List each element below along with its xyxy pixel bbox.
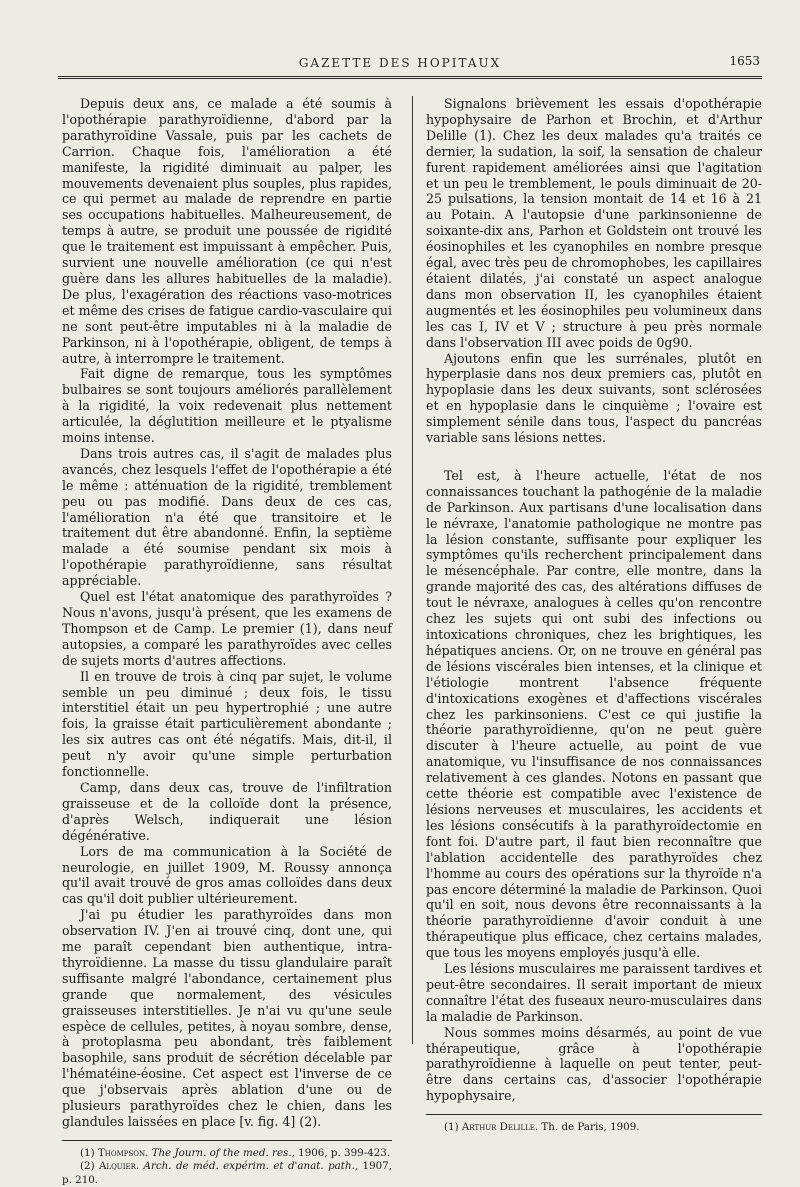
paragraph: Fait digne de remarque, tous les symptômes bulbaires se sont toujours améliorés parallèlement à la rigidité, la voix redevenait plus nettement articulée, la déglutition meilleure et le ptyalisme moins intense. (62, 366, 392, 446)
footnote-author: Alquier. (98, 1160, 140, 1173)
footnote-rule (62, 1140, 392, 1141)
footnote (426, 1121, 762, 1135)
footnote-title: The Journ. of the med. res., (151, 1146, 295, 1159)
paragraph: Dans trois autres cas, il s'agit de malades plus avancés, chez lesquels l'effet de l'opothérapie a été le même : atténuation de la rigidité, tremblement peu ou pas modifié. Dans deux de ces cas, l'amélioration n'a été que transitoire et le traitement dut être abandonné. Enfin, la septième malade a été soumise pendant six mois à l'opothérapie parathyroïdienne, sans résultat appréciable. (62, 445, 392, 589)
footnote-number: (2) (80, 1160, 95, 1173)
footnote-rule (426, 1114, 762, 1115)
footnote-number: (1) (444, 1121, 459, 1134)
footnote-author: Arthur Delille. (461, 1121, 539, 1134)
running-title: GAZETTE DES HOPITAUX (298, 56, 502, 70)
left-column (62, 96, 392, 1187)
footnote-reference: Th. de Paris, 1909. (541, 1121, 640, 1134)
footnote-title: Arch. de méd. expérim. et d'anat. path., (143, 1160, 359, 1173)
paragraph: Signalons brièvement les essais d'opothérapie hypophysaire de Parhon et Brochin, et d'Arthur Delille (1). Chez les deux malades qu'a traités ce dernier, la sudation, la soif, la sensation de chaleur furent rapidement améliorées ainsi que l'agitation et un peu le tremblement, le pouls diminuait de 20-25 pulsations, la tension montait de 14 et 16 à 21 au Potain. A l'autopsie d'une parkinsonienne de soixante-dix ans, Parhon et Goldstein ont trouvé les éosinophiles et les cyanophiles en nombre presque égal, avec très peu de chromophobes, les capillaires étaient dilatés, j'ai constaté un aspect analogue dans mon observation II, les cyanophiles étaient augmentés et les éosinophiles peu volumineux dans les cas I, IV et V ; structure à peu près normale dans l'observation III avec poids de 0g90. (426, 96, 762, 350)
right-column (426, 96, 762, 1135)
footnote-author: Thompson. (97, 1146, 149, 1159)
footnote (62, 1160, 392, 1187)
page-number: 1653 (729, 54, 760, 68)
paragraph: Quel est l'état anatomique des parathyroïdes ? Nous n'avons, jusqu'à présent, que les examens de Thompson et de Camp. Le premier (1), dans neuf autopsies, a comparé les parathyroïdes avec celles de sujets morts d'autres affections. (62, 589, 392, 668)
paragraph: Camp, dans deux cas, trouve de l'infiltration graisseuse et de la colloïde dont la présence, d'après Welsch, indiquerait une lésion dégénérative. (62, 779, 392, 843)
footnote (62, 1147, 392, 1161)
paragraph: Nous sommes moins désarmés, au point de vue thérapeutique, grâce à l'opothérapie parathyroïdienne à laquelle on peut tenter, peut-être dans certains cas, d'associer l'opothérapie hypophysaire, (426, 1024, 762, 1104)
column-divider (412, 96, 413, 1044)
paragraph: Ajoutons enfin que les surrénales, plutôt en hyperplasie dans nos deux premiers cas, plutôt en hypoplasie dans les deux suivants, sont sclérosées et en hypoplasie dans le cinquième ; l'ovaire est simplement sénile dans tous, l'aspect du pancréas variable sans lésions nettes. (426, 350, 762, 446)
paragraph: Lors de ma communication à la Société de neurologie, en juillet 1909, M. Roussy annonça qu'il avait trouvé de gros amas colloïdes dans deux cas qu'il doit publier ultérieurement. (62, 843, 392, 907)
header-rule (58, 76, 762, 79)
paragraph: Depuis deux ans, ce malade a été soumis à l'opothérapie parathyroïdienne, d'abord par la parathyroïdine Vassale, puis par les cachets de Carrion. Chaque fois, l'amélioration a été manifeste, la rigidité diminuait au palper, les mouvements devenaient plus souples, plus rapides, ce qui permet au malade de reprendre en partie ses occupations habituelles. Malheureusement, de temps à autre, se produit une poussée de rigidité que le traitement est impuissant à empêcher. Puis, survient une nouvelle amélioration (ce qui n'est guère dans les allures habituelles de la maladie). De plus, l'exagération des réactions vaso-motrices et même des crises de fatigue cardio-vasculaire qui ne sont peut-être imputables ni à la maladie de Parkinson, ni à l'opothérapie, obligent, de temps à autre, à interrompre le traitement. (62, 96, 392, 366)
paragraph: J'ai pu étudier les parathyroïdes dans mon observation IV. J'en ai trouvé cinq, dont une, qui me paraît cependant bien authentique, intra-thyroïdienne. La masse du tissu glandulaire paraît suffisante malgré l'abondance, certainement plus grande que normalement, des vésicules graisseuses interstitielles. Je n'ai vu qu'une seule espèce de cellules, petites, à noyau sombre, dense, à protoplasma peu abondant, très faiblement basophile, sans produit de sécrétion décelable par l'hématéine-éosine. Cet aspect est l'inverse de ce que j'observais après ablation d'une ou de plusieurs parathyroïdes chez le chien, dans les glandules laissées en place [v. fig. 4] (2). (62, 907, 392, 1129)
paragraph: Les lésions musculaires me paraissent tardives et peut-être secondaires. Il serait important de mieux connaître l'état des fuseaux neuro-musculaires dans la maladie de Parkinson. (426, 961, 762, 1024)
footnote-number: (1) (80, 1146, 95, 1159)
footnote-reference: 1907, p. 210. (62, 1160, 392, 1186)
paragraph: Tel est, à l'heure actuelle, l'état de nos connaissances touchant la pathogénie de la maladie de Parkinson. Aux partisans d'une localisation dans le névraxe, l'anatomie pathologique ne montre pas la lésion constante, suffisante pour expliquer les symptômes qu'ils recherchent principalement dans le mésencéphale. Par contre, elle montre, dans la grande majorité des cas, des altérations diffuses de tout le névraxe, analogues à celles qu'on rencontre chez les sujets qui ont subi des infections ou intoxications chroniques, chez les brightiques, les hépatiques anciens. Or, on ne trouve en général pas de lésions viscérales bien intenses, et la clinique et l'étiologie montrent l'absence fréquente d'intoxications exogènes et d'affections viscérales chez les parkinsoniens. C'est ce qui justifie la théorie parathyroïdienne, qu'on ne peut guère discuter à l'heure actuelle, au point de vue anatomique, vu l'insuffisance de nos connaissances relativement à ces glandes. Notons en passant que cette théorie est compatible avec l'existence de lésions nerveuses et musculaires, les accidents et les lésions consécutifs à la parathyroïdectomie en font foi. D'autre part, il faut bien reconnaître que l'ablation accidentelle des parathyroïdes chez l'homme au cours des opérations sur la thyroïde n'a pas encore déterminé la maladie de Parkinson. Quoi qu'il en soit, nous devons être reconnaissants à la théorie parathyroïdienne d'avoir conduit à une thérapeutique plus efficace, chez certains malades, que tous les moyens employés jusqu'à elle. (426, 467, 762, 961)
paragraph: Il en trouve de trois à cinq par sujet, le volume semble un peu diminué ; deux fois, le tissu interstitiel était un peu hypertrophié ; une autre fois, la graisse était particulièrement abondante ; les six autres cas ont été négatifs. Mais, dit-il, il peut n'y avoir qu'une simple perturbation fonctionnelle. (62, 668, 392, 780)
footnote-reference: 1906, p. 399-423. (298, 1146, 391, 1159)
